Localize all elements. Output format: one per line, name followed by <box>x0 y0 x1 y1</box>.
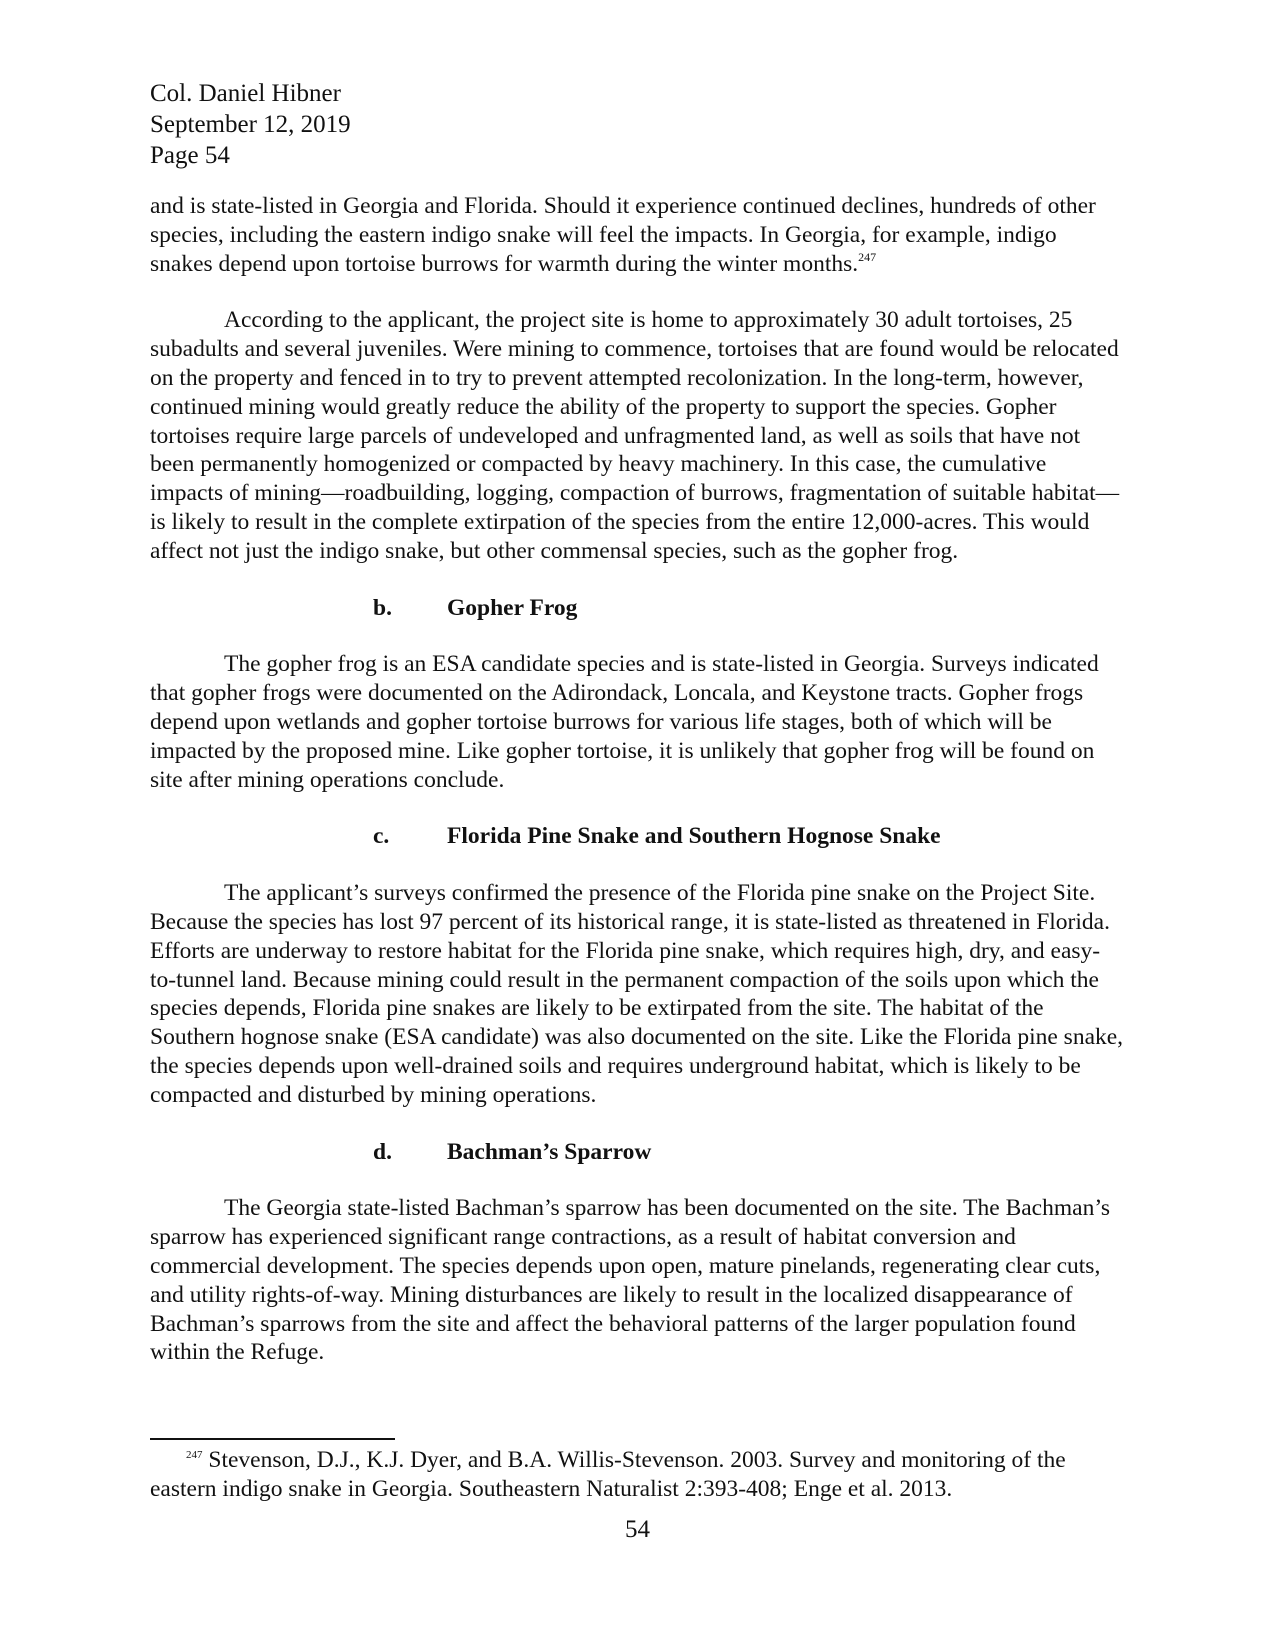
section-heading-gopher-frog <box>150 594 1125 623</box>
paragraph-bachmans-sparrow: The Georgia state-listed Bachman’s sparrow has been documented on the site. The Bachman’s sparrow has experienced significant range contractions, as a result of habitat conversion and commercial development. The species depends upon open, mature pinelands, regenerating clear cuts, and utility rights-of-way. Mining disturbances are likely to result in the localized disappearance of Bachman’s sparrows from the site and affect the behavioral patterns of the larger population found within the Refuge. <box>150 1195 1111 1366</box>
footnote-text: Stevenson, D.J., K.J. Dyer, and B.A. Willis-Stevenson. 2003. Survey and monitoring of the eastern indigo snake in Georgia. Southeastern Naturalist 2:393-408; Enge et al. 2013. <box>150 1447 1066 1502</box>
page-number: 54 <box>625 1516 650 1543</box>
footnote-247 <box>150 1446 1125 1504</box>
footnote-divider <box>150 1438 395 1440</box>
section-letter: c. <box>373 823 390 850</box>
section-title: Bachman’s Sparrow <box>447 1138 652 1165</box>
paragraph-tortoise-impacts: According to the applicant, the project site is home to approximately 30 adult tortoises, 25 subadults and several juveniles. Were mining to commence, tortoises that are found would be relocated on the property and fenced in to try to prevent attempted recolonization. In the long-term, however, continued mining would greatly reduce the ability of the property to support the species. Gopher tortoises require large parcels of undeveloped and unfragmented land, as well as soils that have not been permanently homogenized or compacted by heavy machinery. In this case, the cumulative impacts of mining—roadbuilding, logging, compaction of burrows, fragmentation of suitable habitat—is likely to result in the complete extirpation of the species from the entire 12,000-acres. This would affect not just the indigo snake, but other commensal species, such as the gopher frog. <box>150 307 1120 564</box>
footnote-number: 247 <box>186 1449 203 1461</box>
section-letter: d. <box>373 1138 392 1165</box>
document-page <box>150 78 1125 1395</box>
page-label: Page 54 <box>150 142 230 169</box>
footnote-reference[interactable]: 247 <box>858 249 877 264</box>
recipient-name: Col. Daniel Hibner <box>150 80 341 107</box>
section-letter: b. <box>373 594 392 621</box>
footnote-body <box>150 1446 1125 1504</box>
section-title: Gopher Frog <box>447 594 578 621</box>
letter-header <box>150 78 1125 171</box>
section-title: Florida Pine Snake and Southern Hognose Snake <box>447 823 941 850</box>
paragraph-gopher-frog: The gopher frog is an ESA candidate species and is state-listed in Georgia. Surveys indicated that gopher frogs were documented on the Adirondack, Loncala, and Keystone tracts. Gopher frogs depend upon wetlands and gopher tortoise burrows for various life stages, both of which will be impacted by the proposed mine. Like gopher tortoise, it is unlikely that gopher frog will be found on site after mining operations conclude. <box>150 651 1099 793</box>
section-heading-bachmans-sparrow <box>150 1138 1125 1167</box>
letter-date: September 12, 2019 <box>150 111 351 138</box>
paragraph-tortoise-continued <box>150 192 1125 278</box>
paragraph-text: and is state-listed in Georgia and Florida. Should it experience continued declines, hundreds of other species, including the eastern indigo snake will feel the impacts. In Georgia, for example, indigo snakes depend upon tortoise burrows for warmth during the winter months. <box>150 193 1096 277</box>
paragraph-pine-snake: The applicant’s surveys confirmed the presence of the Florida pine snake on the Project Site. Because the species has lost 97 percent of its historical range, it is state-listed as threatened in Florida. Efforts are underway to restore habitat for the Florida pine snake, which requires high, dry, and easy-to-tunnel land. Because mining could result in the permanent compaction of the soils upon which the species depends, Florida pine snakes are likely to be extirpated from the site. The habitat of the Southern hognose snake (ESA candidate) was also documented on the site. Like the Florida pine snake, the species depends upon well-drained soils and requires underground habitat, which is likely to be compacted and disturbed by mining operations. <box>150 880 1124 1108</box>
section-heading-pine-snake <box>150 822 1125 851</box>
